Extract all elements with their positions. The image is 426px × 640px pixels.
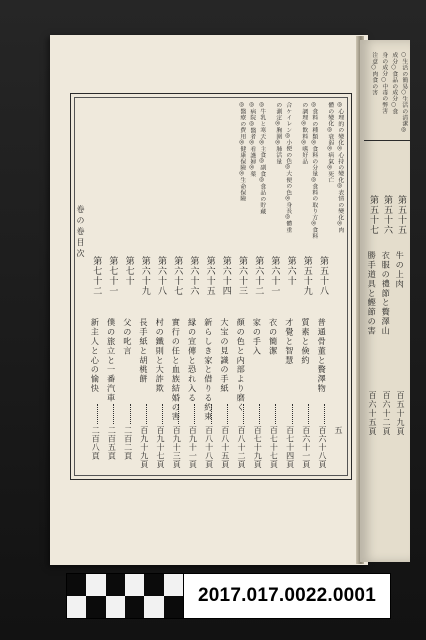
chapter-number: 第六十九 [139, 256, 150, 296]
chapter-title: 新主人と心の愉快 [90, 318, 101, 394]
toc-entry [124, 256, 137, 462]
chapter-title: 僕の旅立と一番汽車 [106, 318, 117, 403]
toc-entry [284, 256, 299, 469]
dot-leader [194, 404, 195, 424]
chapter-page: 二百二頁 [123, 426, 133, 460]
chapter-page: 二百五頁 [107, 426, 117, 460]
dot-leader [97, 404, 98, 424]
chapter-page: 百六十一頁 [301, 426, 311, 469]
accession-label: 2017.017.0022.0001 [183, 573, 391, 619]
chapter-page: 百九十七頁 [156, 426, 165, 469]
chapter-number: 第七十 [123, 256, 134, 286]
chapter-page: 百八十八頁 [204, 426, 214, 469]
chapter-page: 百八十二頁 [237, 426, 246, 469]
chapter-title: 大宝の見識の手紙 [220, 318, 230, 394]
right-page [360, 40, 410, 562]
page-folio: 五 [334, 426, 343, 435]
dot-leader [259, 404, 260, 424]
color-checker [66, 573, 184, 619]
dot-leader [308, 404, 309, 424]
dot-leader [130, 404, 131, 424]
chapter-page: 二百八頁 [91, 426, 101, 460]
chapter-number: 第五十八 [318, 256, 328, 296]
chapter-title: 質素と倹約 [301, 318, 311, 365]
toc-entry [301, 256, 315, 469]
chapter-title: 長手紙と胡桃餅 [139, 318, 149, 384]
chapter-page: 百九十一頁 [188, 426, 198, 469]
chapter-page: 百五十九頁 [396, 391, 405, 436]
dot-leader [162, 404, 163, 424]
toc-entry [220, 256, 234, 469]
dot-leader [292, 404, 293, 424]
note-line: 體の變化◎衰弱◎病氣◎死亡 [326, 102, 333, 184]
toc-entry [236, 256, 250, 469]
chapter-number: 第七十二 [91, 256, 102, 296]
dot-leader [211, 404, 212, 424]
chapter-page: 百八十五頁 [220, 426, 230, 469]
dot-leader [227, 404, 228, 424]
chapter-page: 百九十三頁 [172, 426, 182, 469]
chapter-number: 第六十六 [188, 256, 199, 296]
chapter-title: 父の叱言 [122, 318, 133, 356]
right-page-rule [364, 140, 410, 141]
note-line: 合ケイレン◎小便の色◎大便の色◎身長◎體重 [284, 102, 291, 233]
dot-leader [146, 404, 147, 424]
note-line: ◎病院◎醫者◎看護婦◎薬 [248, 102, 255, 178]
chapter-number: 第六十五 [204, 256, 215, 296]
chapter-number: 第五十七 [368, 195, 378, 235]
right-note-line: ○生活の簡易○生活の淸潔◎ [400, 52, 407, 134]
dot-leader [178, 404, 179, 424]
note-line: ◎心理的の變化◎心持の變化◎表情の變化◎肉 [336, 102, 343, 233]
chapter-title: 顏の色と内部より磨く [236, 318, 247, 412]
chapter-title: 實行の任と血族結婚の害 [171, 318, 182, 422]
dot-leader [275, 404, 276, 424]
note-line: の調理◎飲料◎嗜好品 [300, 102, 307, 165]
toc-entry [317, 256, 331, 469]
chapter-title: 衣の簡潔 [268, 318, 279, 356]
dot-leader [243, 404, 244, 424]
chapter-number: 第六十七 [172, 256, 183, 296]
right-note-line: 成分○食品の成分○食 [390, 52, 397, 115]
note-line: ◎牛乳と寒天◎主食◎副食◎食品の貯藏 [258, 102, 265, 215]
toc-entry [171, 256, 185, 469]
chapter-number: 第七十一 [107, 256, 118, 296]
chapter-title: 衣服の禮節と贅澤山 [381, 251, 392, 336]
chapter-title: 普通骨董と贅澤物 [317, 318, 328, 394]
dot-leader [113, 404, 114, 424]
toc-entry [91, 256, 104, 462]
chapter-number: 第六十二 [253, 256, 264, 296]
toc-entry [268, 256, 282, 469]
chapter-number: 第五十九 [301, 256, 312, 296]
toc-entry [187, 256, 201, 469]
chapter-title: 家の手入 [252, 318, 263, 356]
toc-entry [107, 256, 120, 462]
note-line: ◎醫療の費用◎健康保險◎生命保險 [238, 102, 245, 202]
toc-entry [155, 256, 169, 469]
running-header: 卷の卷目次 [76, 205, 85, 260]
chapter-title: 才覺と智慧 [284, 318, 295, 365]
chapter-page: 百七十四頁 [285, 426, 295, 469]
chapter-title: 新らしき家と借りる約束 [203, 318, 214, 422]
right-note-line: 注意○肉食の害 [370, 52, 377, 96]
chapter-number: 第六十四 [220, 256, 231, 296]
chapter-title: 縁の宣傳と恐れ入る [187, 318, 198, 403]
right-note-line: 身の成分○中毒の弊害 [380, 52, 387, 115]
chapter-number: 第六十八 [156, 256, 166, 296]
chapter-page: 百六十五頁 [368, 391, 377, 436]
chapter-title: 牛の上肉 [395, 251, 406, 289]
chapter-number: 第五十六 [382, 195, 392, 235]
chapter-page: 百六十八頁 [318, 426, 327, 469]
note-line: ◎食料の種類◎食料の分量◎食料の取り方◎食料 [310, 102, 317, 240]
chapter-title: 村の鐵則と大詐欺 [155, 318, 166, 394]
chapter-page: 百九十九頁 [139, 426, 149, 469]
chapter-number: 第六十 [285, 256, 296, 286]
chapter-number: 第五十五 [396, 195, 406, 235]
toc-entry [252, 256, 266, 469]
chapter-number: 第六十三 [237, 256, 247, 296]
chapter-page: 百七十九頁 [253, 426, 263, 469]
chapter-number: 第六十一 [269, 256, 280, 296]
toc-entry [139, 256, 153, 469]
note-line: の測定◎胸圍◎肺活量 [274, 102, 281, 165]
chapter-page: 百六十二頁 [382, 391, 391, 436]
dot-leader [324, 404, 325, 424]
chapter-title: 勝手道具と鰹節の害 [367, 251, 378, 336]
chapter-page: 百七十七頁 [269, 426, 279, 469]
toc-entry [203, 256, 218, 469]
